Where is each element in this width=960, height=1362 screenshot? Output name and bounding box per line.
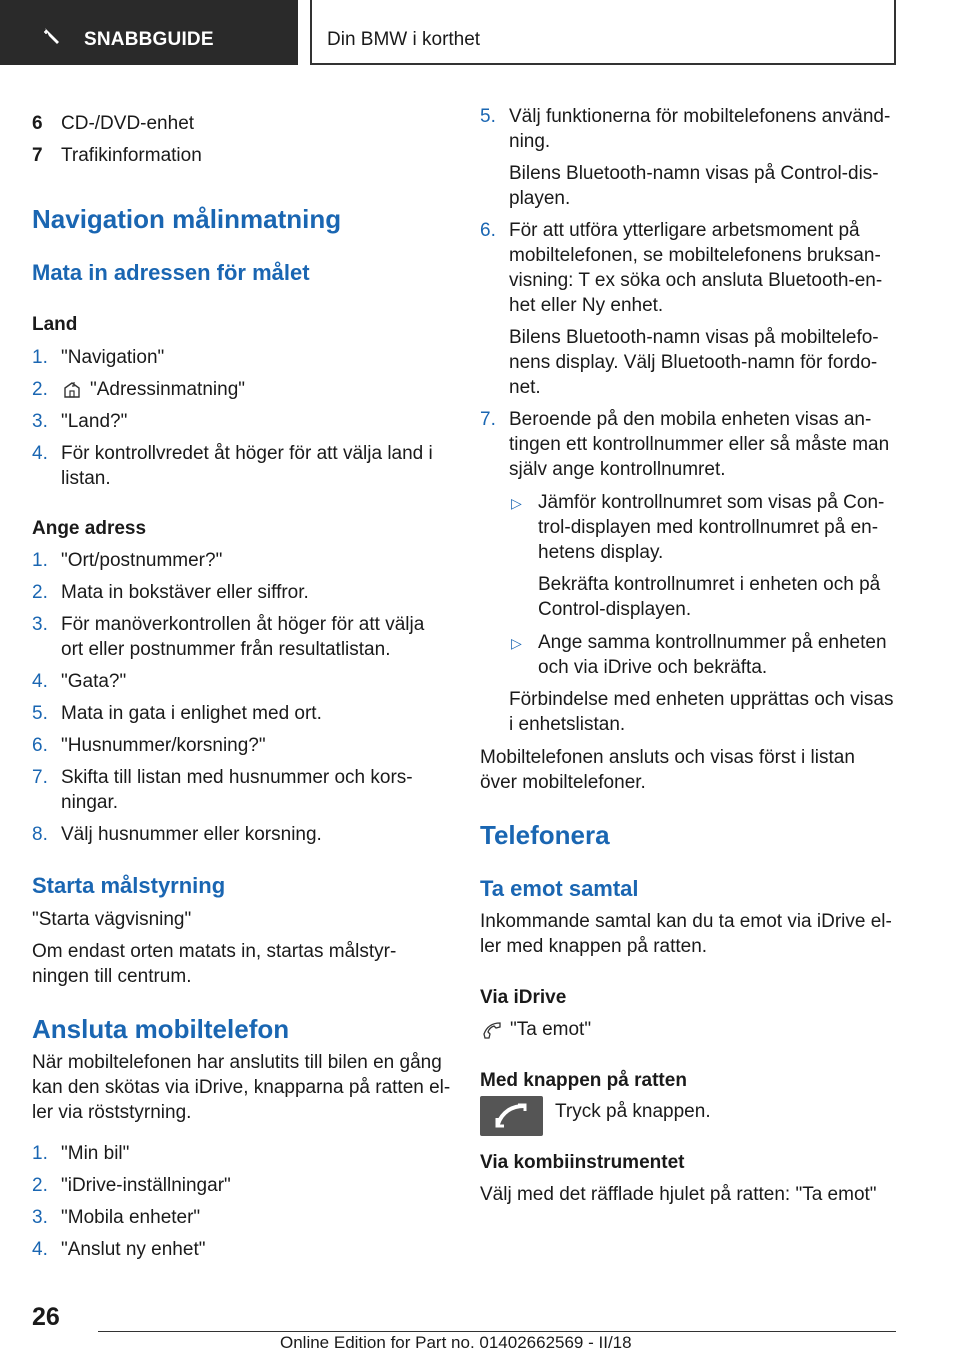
step-text: ning.	[509, 131, 551, 152]
step-num: 1.	[32, 1143, 48, 1164]
body-text: Förbindelse med enheten upprättas och visas	[509, 689, 894, 710]
list-item: CD-/DVD-enhet	[61, 113, 195, 134]
list-num: 6	[32, 113, 43, 134]
step-text: "Min bil"	[61, 1143, 130, 1164]
section-title: Din BMW i korthet	[327, 29, 481, 50]
step-text: nens display. Välj Bluetooth-namn för fordo-	[509, 352, 878, 373]
body-text: ler med knappen på ratten.	[480, 936, 708, 957]
footer-divider	[98, 1331, 896, 1332]
body-text: Välj med det räfflade hjulet på ratten: "Ta emot"	[480, 1184, 877, 1205]
step-num: 3.	[32, 411, 48, 432]
footer-edition: Online Edition for Part no. 01402662569 - II/18	[280, 1333, 632, 1352]
bullet-text: Jämför kontrollnumret som visas på Con-	[538, 492, 885, 513]
body-text: Inkommande samtal kan du ta emot via iDrive el-	[480, 911, 892, 932]
ange-label: Ange adress	[32, 518, 147, 539]
heading-connect-phone: Ansluta mobiltelefon	[32, 1014, 290, 1044]
step-text: själv ange kontrollnumret.	[509, 459, 726, 480]
body-text: kan den skötas via iDrive, knapparna på ratten el-	[32, 1077, 451, 1098]
via-idrive-label: Via iDrive	[480, 987, 567, 1008]
bullet-text: Bekräfta kontrollnumret i enheten och på	[538, 574, 881, 595]
step-num: 4.	[32, 671, 48, 692]
step-text: Beroende på den mobila enheten visas an-	[509, 409, 872, 430]
list-num: 7	[32, 145, 43, 166]
step-num: 2.	[32, 582, 48, 603]
bullet-triangle-icon: ▷	[511, 635, 522, 651]
step-num: 2.	[32, 1175, 48, 1196]
step-text: net.	[509, 377, 541, 398]
step-text: visning: T ex söka och ansluta Bluetooth-en-	[509, 270, 883, 291]
step-num: 6.	[480, 220, 496, 241]
body-text: Om endast orten matats in, startas målstyr-	[32, 941, 397, 962]
step-text: "Land?"	[61, 411, 128, 432]
bullet-triangle-icon: ▷	[511, 495, 522, 511]
body-text: i enhetslistan.	[509, 714, 626, 735]
step-text: "Navigation"	[61, 347, 165, 368]
step-text: "Ort/postnummer?"	[61, 550, 223, 571]
steering-phone-button	[480, 1096, 543, 1136]
body-text: Mobiltelefonen ansluts och visas först i listan	[480, 747, 855, 768]
list-item: Trafikinformation	[61, 145, 202, 166]
phone-button-icon	[494, 1102, 528, 1130]
step-text: Välj husnummer eller korsning.	[61, 824, 322, 845]
step-text: playen.	[509, 188, 571, 209]
heading-address: Mata in adressen för målet	[32, 260, 310, 285]
bullet-text: Ange samma kontrollnummer på enheten	[538, 632, 887, 653]
heading-start: Starta målstyrning	[32, 873, 226, 898]
step-text: För att utföra ytterligare arbetsmoment på	[509, 220, 860, 241]
via-kombi-label: Via kombiinstrumentet	[480, 1152, 685, 1173]
bullet-text: och via iDrive och bekräfta.	[538, 657, 768, 678]
body-text: När mobiltelefonen har anslutits till bilen en gång	[32, 1052, 442, 1073]
step-num: 7.	[32, 767, 48, 788]
step-num: 4.	[32, 443, 48, 464]
step-text: Mata in bokstäver eller siffror.	[61, 582, 309, 603]
step-text: Bilens Bluetooth-namn visas på Control-dis-	[509, 163, 879, 184]
step-num: 5.	[480, 106, 496, 127]
step-num: 2.	[32, 379, 48, 400]
step-text: ningar.	[61, 792, 119, 813]
step-text: Skifta till listan med husnummer och kors-	[61, 767, 413, 788]
step-num: 6.	[32, 735, 48, 756]
bullet-text: hetens display.	[538, 542, 664, 563]
step-text: "Adressinmatning"	[90, 379, 246, 400]
step-num: 1.	[32, 347, 48, 368]
bullet-text: Control-displayen.	[538, 599, 692, 620]
phone-handset-icon	[481, 1020, 503, 1040]
body-text: "Starta vägvisning"	[32, 909, 192, 930]
body-text: ningen till centrum.	[32, 966, 192, 987]
quick-guide-tab[interactable]	[0, 0, 298, 65]
step-num: 1.	[32, 550, 48, 571]
step-num: 7.	[480, 409, 496, 430]
step-text: "Anslut ny enhet"	[61, 1239, 206, 1260]
steering-button-label: Med knappen på ratten	[480, 1070, 687, 1091]
body-text: över mobiltelefoner.	[480, 772, 646, 793]
step-text: Bilens Bluetooth-namn visas på mobiltelefo-	[509, 327, 879, 348]
heading-navigation: Navigation målinmatning	[32, 204, 342, 234]
step-text: "Gata?"	[61, 671, 127, 692]
quick-guide-label: SNABBGUIDE	[84, 29, 214, 50]
body-text: "Ta emot"	[510, 1019, 592, 1040]
bullet-text: trol-displayen med kontrollnumret på en-	[538, 517, 879, 538]
address-input-icon	[62, 380, 82, 400]
step-text: För kontrollvredet åt höger för att välja land i	[61, 443, 433, 464]
step-text: "Husnummer/korsning?"	[61, 735, 266, 756]
step-text: "iDrive-inställningar"	[61, 1175, 231, 1196]
step-num: 4.	[32, 1239, 48, 1260]
step-text: ort eller postnummer från resultatlistan.	[61, 639, 391, 660]
step-text: För manöverkontrollen åt höger för att välja	[61, 614, 425, 635]
step-text: "Mobila enheter"	[61, 1207, 201, 1228]
step-text: Mata in gata i enlighet med ort.	[61, 703, 322, 724]
step-text: Välj funktionerna för mobiltelefonens använd-	[509, 106, 891, 127]
heading-telephone: Telefonera	[480, 820, 610, 850]
step-text: mobiltelefonen, se mobiltelefonens bruksan-	[509, 245, 881, 266]
land-label: Land	[32, 314, 78, 335]
body-text: ler via röststyrning.	[32, 1102, 192, 1123]
step-num: 5.	[32, 703, 48, 724]
page-number: 26	[32, 1303, 60, 1331]
quick-guide-icon	[42, 26, 62, 46]
step-text: listan.	[61, 468, 111, 489]
step-text: tingen ett kontrollnummer eller så måste man	[509, 434, 890, 455]
step-num: 3.	[32, 614, 48, 635]
step-num: 8.	[32, 824, 48, 845]
step-num: 3.	[32, 1207, 48, 1228]
step-text: het eller Ny enhet.	[509, 295, 664, 316]
heading-receive-call: Ta emot samtal	[480, 876, 639, 901]
section-header	[310, 0, 896, 65]
body-text: Tryck på knappen.	[555, 1101, 711, 1122]
